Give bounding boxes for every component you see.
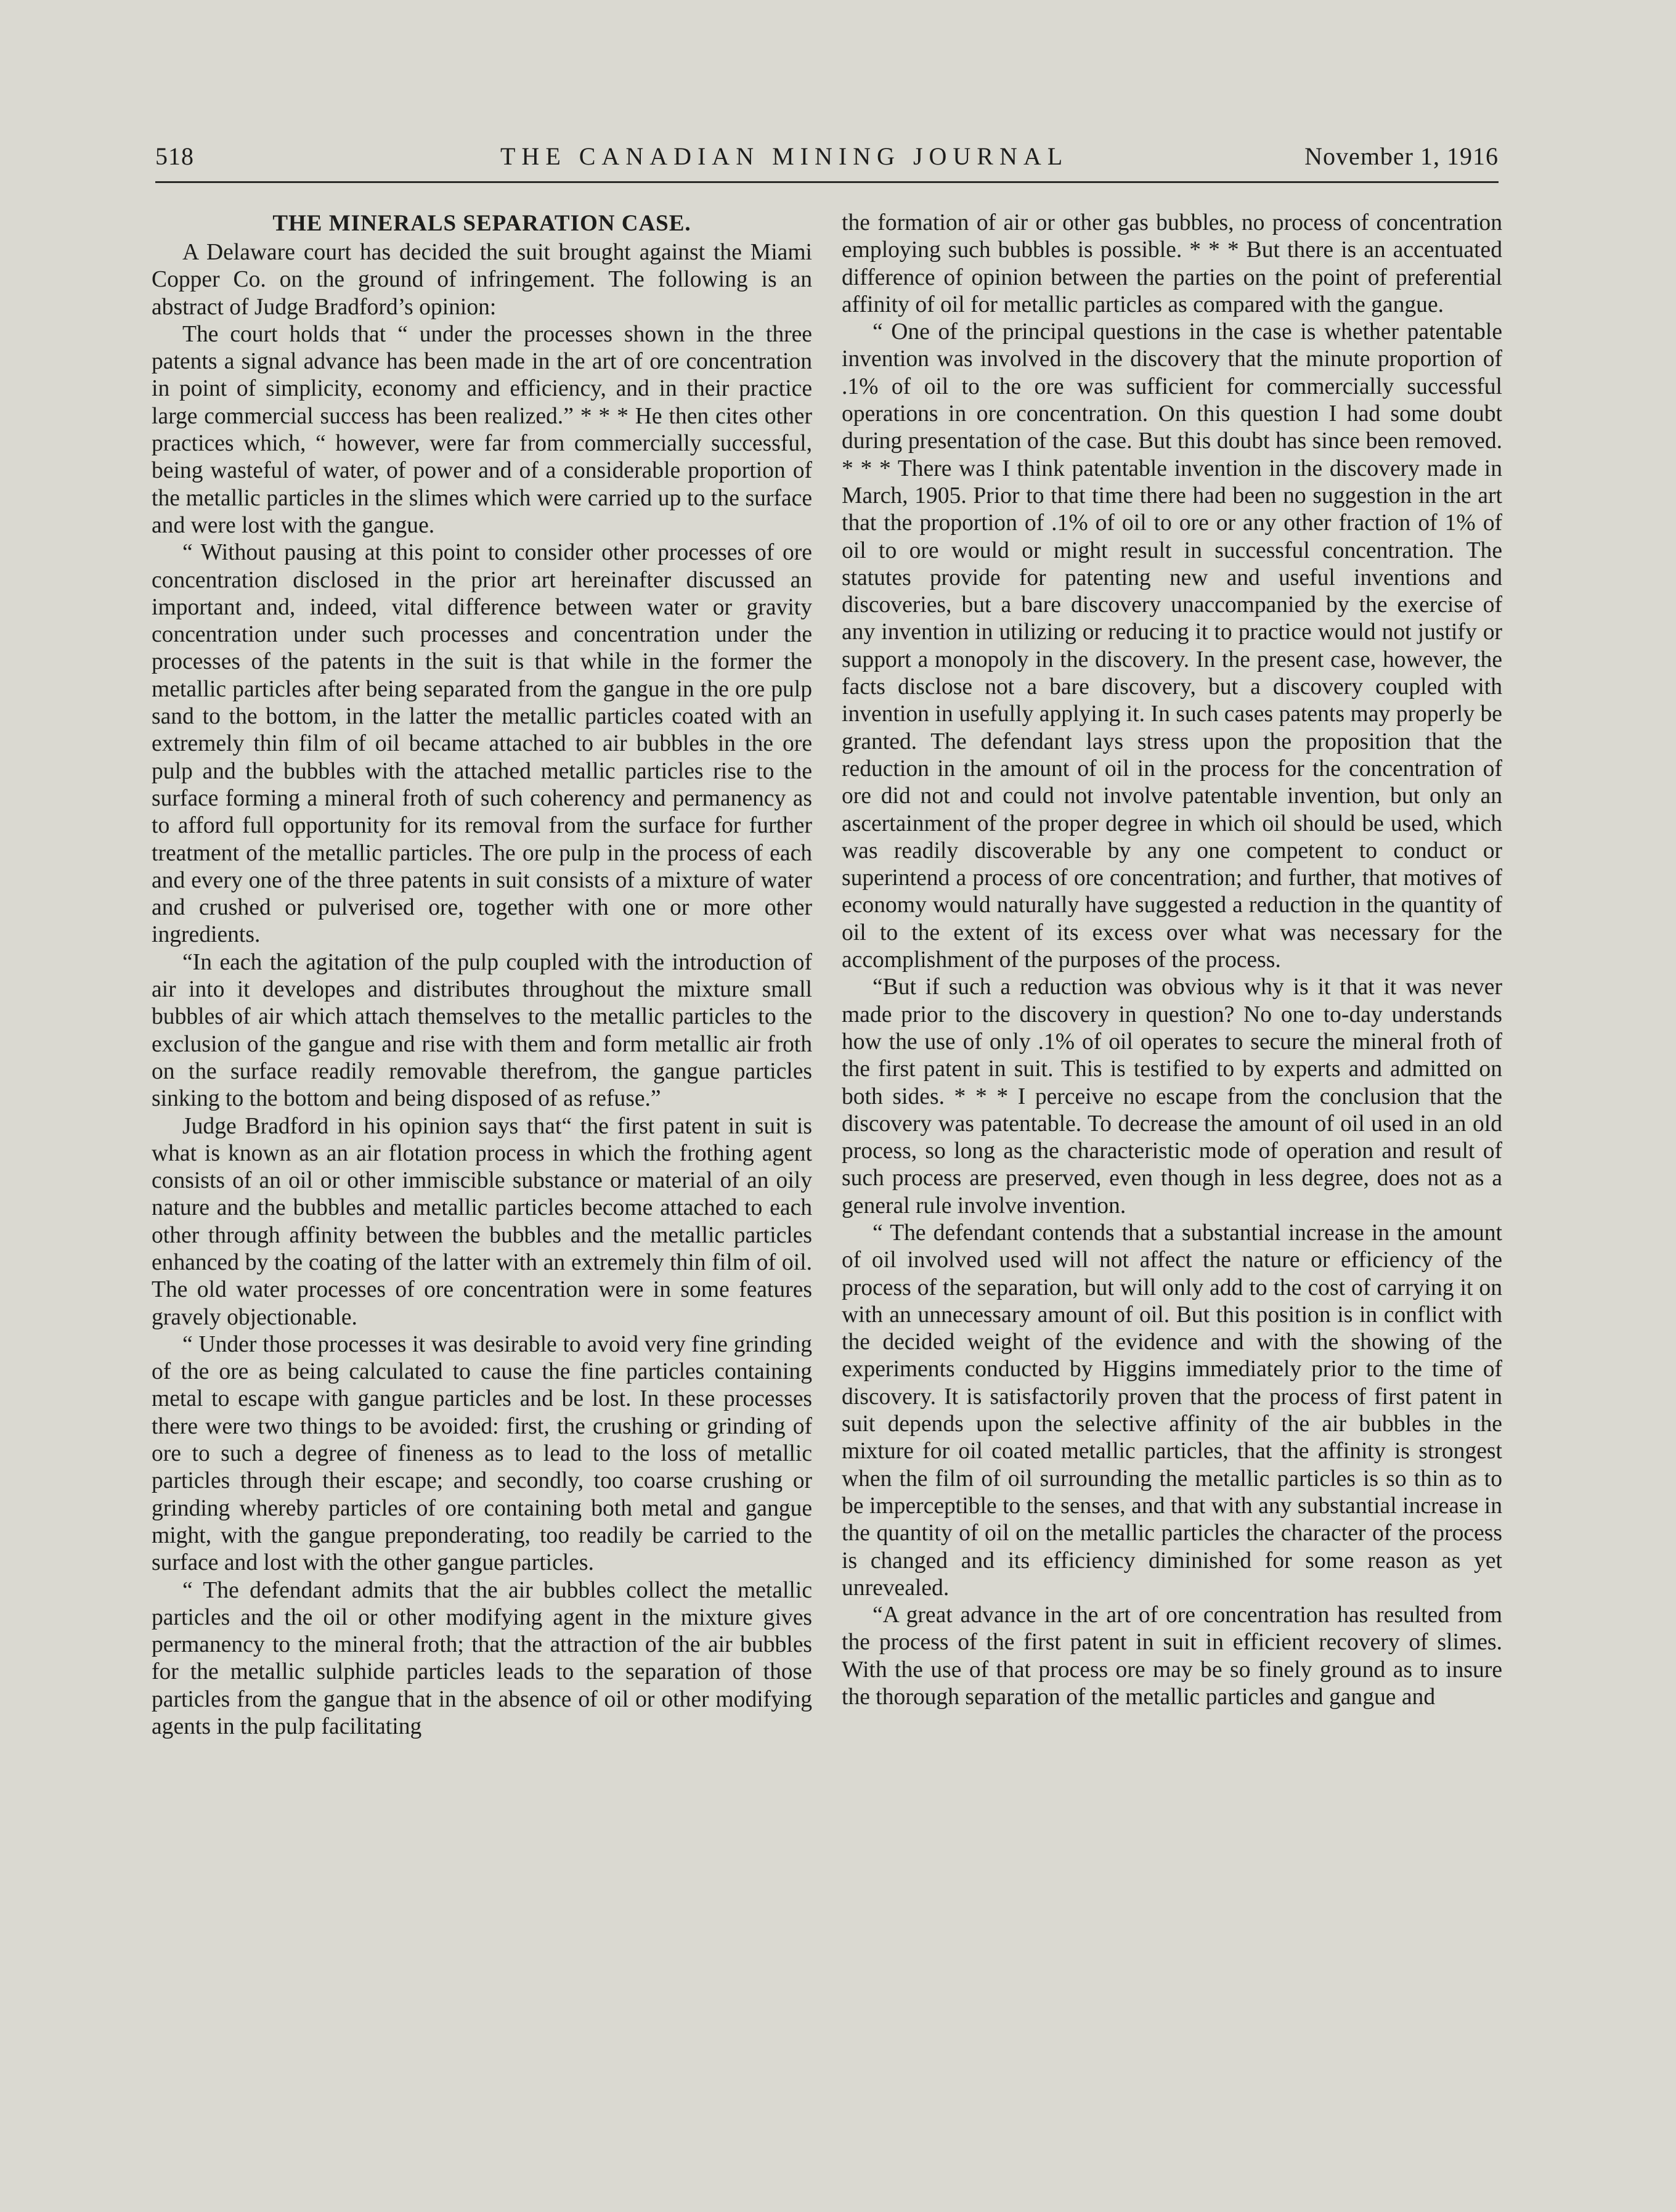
page-header bbox=[155, 142, 1499, 183]
paragraph: “ The defendant contends that a substantial increase in the amount of oil involved used will not affect the nature or efficiency of the process of the separation, but will only add to the cost of carrying it on with an unnecessary amount of oil. But this position is in conflict with the decided weight of the evidence and with the showing of the experiments conducted by Higgins immediately prior to the time of discovery. It is satisfactorily proven that the process of first patent in suit depends upon the selective affinity of the air bubbles in the mixture for oil coated metallic particles, that the affinity is strongest when the film of oil surrounding the metallic particles is so thin as to be imperceptible to the senses, and that with any substantial increase in the quantity of oil on the metallic particles the character of the process is changed and its efficiency diminished for some reason as yet unrevealed. bbox=[842, 1220, 1502, 1601]
paragraph: “ The defendant admits that the air bubbles collect the metallic particles and the oil or other modifying agent in the mixture gives permanency to the mineral froth; that the attraction of the air bubbles for the metallic sulphide particles leads to the separation of those particles from the gangue that in the absence of oil or other modifying agents in the pulp facilitating bbox=[152, 1577, 812, 1740]
paragraph: “ Without pausing at this point to consider other processes of ore concentration disclosed in the prior art hereinafter discussed an important and, indeed, vital difference between water or gravity concentration under such processes and concentration under the processes of the patents in the suit is that while in the former the metallic particles after being separated from the gangue in the ore pulp sand to the bottom, in the latter the metallic particles coated with an extremely thin film of oil became attached to air bubbles in the ore pulp and the bubbles with the attached metallic particles rise to the surface forming a mineral froth of such coherency and permanency as to afford full opportunity for its removal from the surface for further treatment of the metallic particles. The ore pulp in the process of each and every one of the three patents in suit consists of a mixture of water and crushed or pulverised ore, together with one or more other ingredients. bbox=[152, 540, 812, 948]
journal-title: THE CANADIAN MINING JOURNAL bbox=[500, 142, 1069, 170]
article-title: THE MINERALS SEPARATION CASE. bbox=[272, 211, 691, 236]
paragraph: “A great advance in the art of ore concentration has resulted from the process of the first patent in suit in efficient recovery of slimes. With the use of that process ore may be so finely ground as to insure the thorough separation of the metallic particles and gangue and bbox=[842, 1602, 1502, 1710]
paragraph: Judge Bradford in his opinion says that“ the first patent in suit is what is known as an air flotation process in which the frothing agent consists of an oil or other immiscible substance or material of an oily nature and the bubbles and metallic particles become attached to each other through affinity between the bubbles and the metallic particles enhanced by the coating of the latter with an extremely thin film of oil. The old water processes of ore concentration were in some features gravely objectionable. bbox=[152, 1113, 812, 1330]
paragraph: “In each the agitation of the pulp coupled with the introduction of air into it developes and distributes throughout the mixture small bubbles of air which attach themselves to the metallic particles to the exclusion of the gangue and rise with them and form metallic air froth on the surface readily removable therefrom, the gangue particles sinking to the bottom and being disposed of as refuse.” bbox=[152, 949, 812, 1112]
paragraph: The court holds that “ under the processes shown in the three patents a signal advance has been made in the art of ore concentration in point of simplicity, economy and efficiency, and in their practice large commercial success has been realized.” * * * He then cites other practices which, “ however, were far from commercially successful, being wasteful of water, of power and of a considerable proportion of the metallic particles in the slimes which were carried up to the surface and were lost with the gangue. bbox=[152, 321, 812, 538]
issue-date: November 1, 1916 bbox=[1304, 142, 1499, 170]
paragraph: “ Under those processes it was desirable to avoid very fine grinding of the ore as being calculated to cause the fine particles containing metal to escape with gangue particles and be lost. In these processes there were two things to be avoided: first, the crushing or grinding of ore to such a degree of fineness as to lead to the loss of metallic particles through their escape; and secondly, too coarse crushing or grinding whereby particles of ore containing both metal and gangue might, with the gangue preponderating, too readily be carried to the surface and lost with the other gangue particles. bbox=[152, 1331, 812, 1576]
paragraph: A Delaware court has decided the suit brought against the Miami Copper Co. on the ground of infringement. The following is an abstract of Judge Bradford’s opinion: bbox=[152, 240, 812, 320]
right-column bbox=[842, 210, 1502, 1711]
paragraph: “But if such a reduction was obvious why is it that it was never made prior to the discovery in question? No one to-day understands how the use of only .1% of oil operates to secure the mineral froth of the first patent in suit. This is testified to by experts and admitted on both sides. * * * I perceive no escape from the conclusion that the discovery was patentable. To decrease the amount of oil used in an old process, so long as the characteristic mode of operation and result of such process are preserved, even though in less degree, does not as a general rule involve invention. bbox=[842, 974, 1502, 1218]
left-column bbox=[152, 210, 812, 1741]
paragraph: “ One of the principal questions in the case is whether patentable invention was involved in the discovery that the minute proportion of .1% of oil to the ore was sufficient for commercially successful operations in ore concentration. On this question I had some doubt during presentation of the case. But this doubt has since been removed. * * * There was I think patentable invention in the discovery made in March, 1905. Prior to that time there had been no suggestion in the art that the proportion of .1% of oil to ore or any other fraction of 1% of oil to ore would or might result in successful concentration. The statutes provide for patenting new and useful inventions and discoveries, but a bare discovery unaccompanied by the exercise of any invention in utilizing or reducing it to practice would not justify or support a monopoly in the discovery. In the present case, however, the facts disclose not a bare discovery, but a discovery coupled with invention in usefully applying it. In such cases patents may properly be granted. The defendant lays stress upon the proposition that the reduction in the amount of oil in the process for the concentration of ore did not and could not involve patentable invention, but only an ascertainment of the proper degree in which oil should be used, which was readily discoverable by any one competent to conduct or superintend a process of ore concentration; and further, that motives of economy would naturally have suggested a reduction in the quantity of oil to the extent of its excess over what was necessary for the accomplishment of the purposes of the process. bbox=[842, 319, 1502, 973]
page-number: 518 bbox=[155, 142, 194, 170]
paragraph: the formation of air or other gas bubbles, no process of concentration employing such bubbles is possible. * * * But there is an accentuated difference of opinion between the parties on the point of preferential affinity of oil for metallic particles as compared with the gangue. bbox=[842, 210, 1502, 317]
